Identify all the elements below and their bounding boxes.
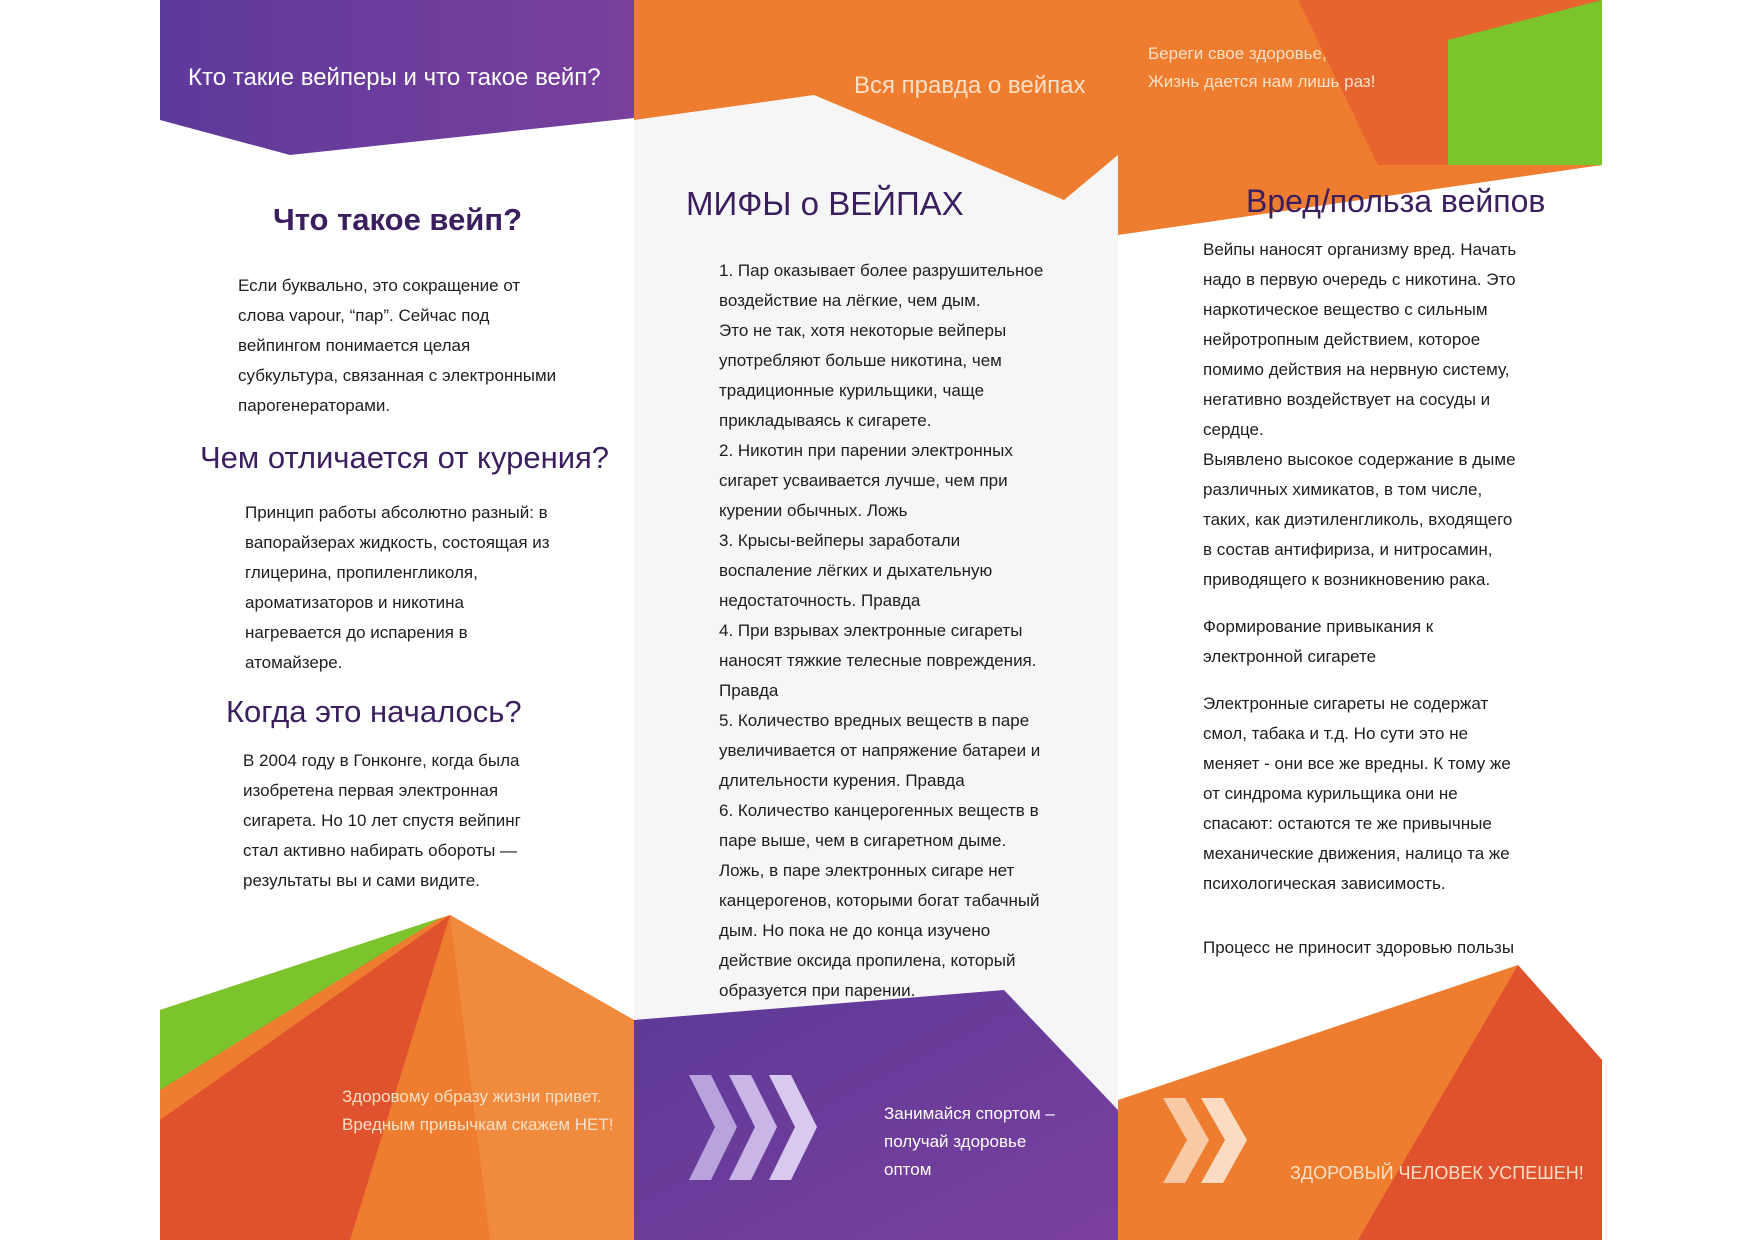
section-text-when-started: В 2004 году в Гонконге, когда была изобретена первая электронная сигарета. Но 10 лет спустя вейпинг стал активно набирать обороты — результаты вы и сами видите. xyxy=(243,751,521,890)
harm-paragraph-2: Формирование привыкания к электронной сигарете xyxy=(1203,617,1434,666)
section-title-when-started: Когда это началось? xyxy=(226,694,522,729)
chevron-arrows-icon xyxy=(1163,1098,1273,1183)
section-text-what-is-vape: Если буквально, это сокращение от слова vapour, “пар”. Сейчас под вейпингом понимается целая субкультура, связанная с электронными парогенераторами. xyxy=(238,276,557,415)
myth-item: 4. При взрывах электронные сигареты наносят тяжкие телесные повреждения. Правда xyxy=(719,621,1037,700)
harm-paragraph-3: Электронные сигареты не содержат смол, табака и т.д. Но сути это не меняет - они все же вредны. К тому же от синдрома курильщика они не спасают: остаются те же привычные механические движения, налицо та же психологическая зависимость. xyxy=(1203,694,1511,893)
middle-header-shape xyxy=(634,0,1118,200)
myths-list xyxy=(719,256,1114,1006)
harm-paragraph-4: Процесс не приносит здоровью пользы xyxy=(1203,938,1515,957)
left-header-title: Кто такие вейперы и что такое вейп? xyxy=(188,64,601,91)
middle-footer-slogan: Занимайся спортом – получай здоровье оптом xyxy=(884,1104,1055,1179)
left-footer-slogan: Здоровому образу жизни привет. Вредным привычкам скажем НЕТ! xyxy=(342,1087,614,1134)
panel-middle xyxy=(634,0,1118,1240)
right-footer-slogan: ЗДОРОВЫЙ ЧЕЛОВЕК УСПЕШЕН! xyxy=(1290,1163,1584,1183)
panel-right xyxy=(1118,0,1602,1240)
section-title-difference: Чем отличается от курения? xyxy=(200,440,610,475)
section-text-difference: Принцип работы абсолютно разный: в вапорайзерах жидкость, состоящая из глицерина, пропиленгликоля, ароматизаторов и никотина нагревается до испарения в атомайзере. xyxy=(245,503,550,672)
harm-benefit-title: Вред/польза вейпов xyxy=(1246,183,1546,219)
chevron-arrows-icon xyxy=(689,1075,819,1180)
harm-paragraph-1: Вейпы наносят организму вред. Начать надо в первую очередь с никотина. Это наркотическое вещество с сильным нейротропным действием, которое помимо действия на нервную систему, негативно воздействует на сосуды и сердце. Выявлено высокое содержание в дыме различных химикатов, в том числе, таких, как диэтиленгликоль, входящего в состав антифириза, и нитросамин, приводящего к возникновению рака. xyxy=(1203,240,1517,589)
panel-left xyxy=(160,0,634,1240)
myth-item: 3. Крысы-вейперы заработали воспаление лёгких и дыхательную недостаточность. Правда xyxy=(719,531,993,610)
right-header-slogan: Береги свое здоровье, Жизнь дается нам лишь раз! xyxy=(1148,44,1376,91)
myth-item: 2. Никотин при парении электронных сигарет усваивается лучше, чем при курении обычных. Ложь xyxy=(719,441,1013,520)
myth-item: 6. Количество канцерогенных веществ в паре выше, чем в сигаретном дыме. Ложь, в паре электронных сигаре нет канцерогенов, которыми богат табачный дым. Но пока не до конца изучено действие оксида пропилена, который образуется при парении. xyxy=(719,801,1040,1000)
myths-title: МИФЫ о ВЕЙПАХ xyxy=(686,185,964,222)
section-title-what-is-vape: Что такое вейп? xyxy=(273,202,523,237)
myth-item: 5. Количество вредных веществ в паре увеличивается от напряжение батареи и длительности курения. Правда xyxy=(719,711,1041,790)
middle-header-title: Вся правда о вейпах xyxy=(854,72,1086,99)
myth-item: 1. Пар оказывает более разрушительное воздействие на лёгкие, чем дым. Это не так, хотя некоторые вейперы употребляют больше никотина, чем традиционные курильщики, чаще прикладываясь к сигарете. xyxy=(719,261,1044,430)
